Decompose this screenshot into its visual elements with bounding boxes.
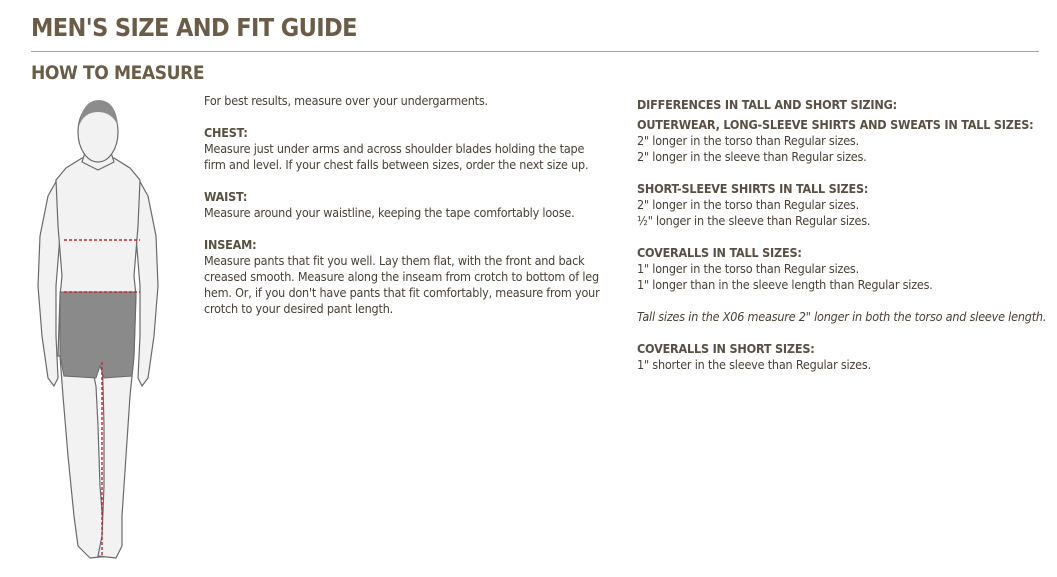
outerwear-line: 2" longer in the sleeve than Regular sizes. (637, 149, 867, 164)
title-divider (31, 51, 1039, 52)
outerwear-block (637, 117, 1047, 165)
shorts (60, 292, 136, 378)
waist-text: Measure around your waistline, keeping the tape comfortably loose. (204, 205, 575, 220)
right-leg (98, 356, 134, 558)
coveralls-short-heading: COVERALLS IN SHORT SIZES: (637, 341, 815, 356)
coveralls-tall-heading: COVERALLS IN TALL SIZES: (637, 245, 802, 260)
short-sleeve-line: 2" longer in the torso than Regular sizes. (637, 197, 859, 212)
waist-block (204, 189, 609, 221)
chest-block (204, 125, 609, 173)
chest-text: Measure just under arms and across shoulder blades holding the tape firm and level. If your chest falls between sizes, order the next size up. (204, 141, 589, 172)
page-title: MEN'S SIZE AND FIT GUIDE (31, 13, 357, 42)
outerwear-heading: OUTERWEAR, LONG-SLEEVE SHIRTS AND SWEATS IN TALL SIZES: (637, 117, 1034, 132)
intro-block (204, 93, 609, 109)
inseam-heading: INSEAM: (204, 237, 257, 252)
sizing-differences-column (637, 97, 1047, 389)
section-title-how-to-measure: HOW TO MEASURE (31, 62, 205, 84)
short-sleeve-line: ½" longer in the sleeve than Regular sizes. (637, 213, 871, 228)
x06-note: Tall sizes in the X06 measure 2" longer in both the torso and sleeve length. (637, 309, 1047, 324)
intro-text: For best results, measure over your undergarments. (204, 93, 488, 108)
coveralls-tall-line: 1" longer than in the sleeve length than Regular sizes. (637, 277, 933, 292)
coveralls-tall-line: 1" longer in the torso than Regular sizes. (637, 261, 859, 276)
coveralls-short-block (637, 341, 1047, 373)
waist-heading: WAIST: (204, 189, 248, 204)
chest-heading: CHEST: (204, 125, 248, 140)
outerwear-line: 2" longer in the torso than Regular sizes. (637, 133, 859, 148)
short-sleeve-block (637, 181, 1047, 229)
inseam-text: Measure pants that fit you well. Lay them flat, with the front and back creased smooth. Measure along the inseam from crotch to bottom of leg hem. Or, if you don't have pants that fit comfortably, measure from your crotch to your desired pant length. (204, 253, 600, 316)
inseam-block (204, 237, 609, 317)
differences-heading: DIFFERENCES IN TALL AND SHORT SIZING: (637, 97, 897, 112)
body-measurement-figure (30, 96, 180, 566)
coveralls-tall-block (637, 245, 1047, 293)
coveralls-short-line: 1" shorter in the sleeve than Regular sizes. (637, 357, 871, 372)
how-to-measure-column (204, 93, 609, 333)
short-sleeve-heading: SHORT-SLEEVE SHIRTS IN TALL SIZES: (637, 181, 869, 196)
